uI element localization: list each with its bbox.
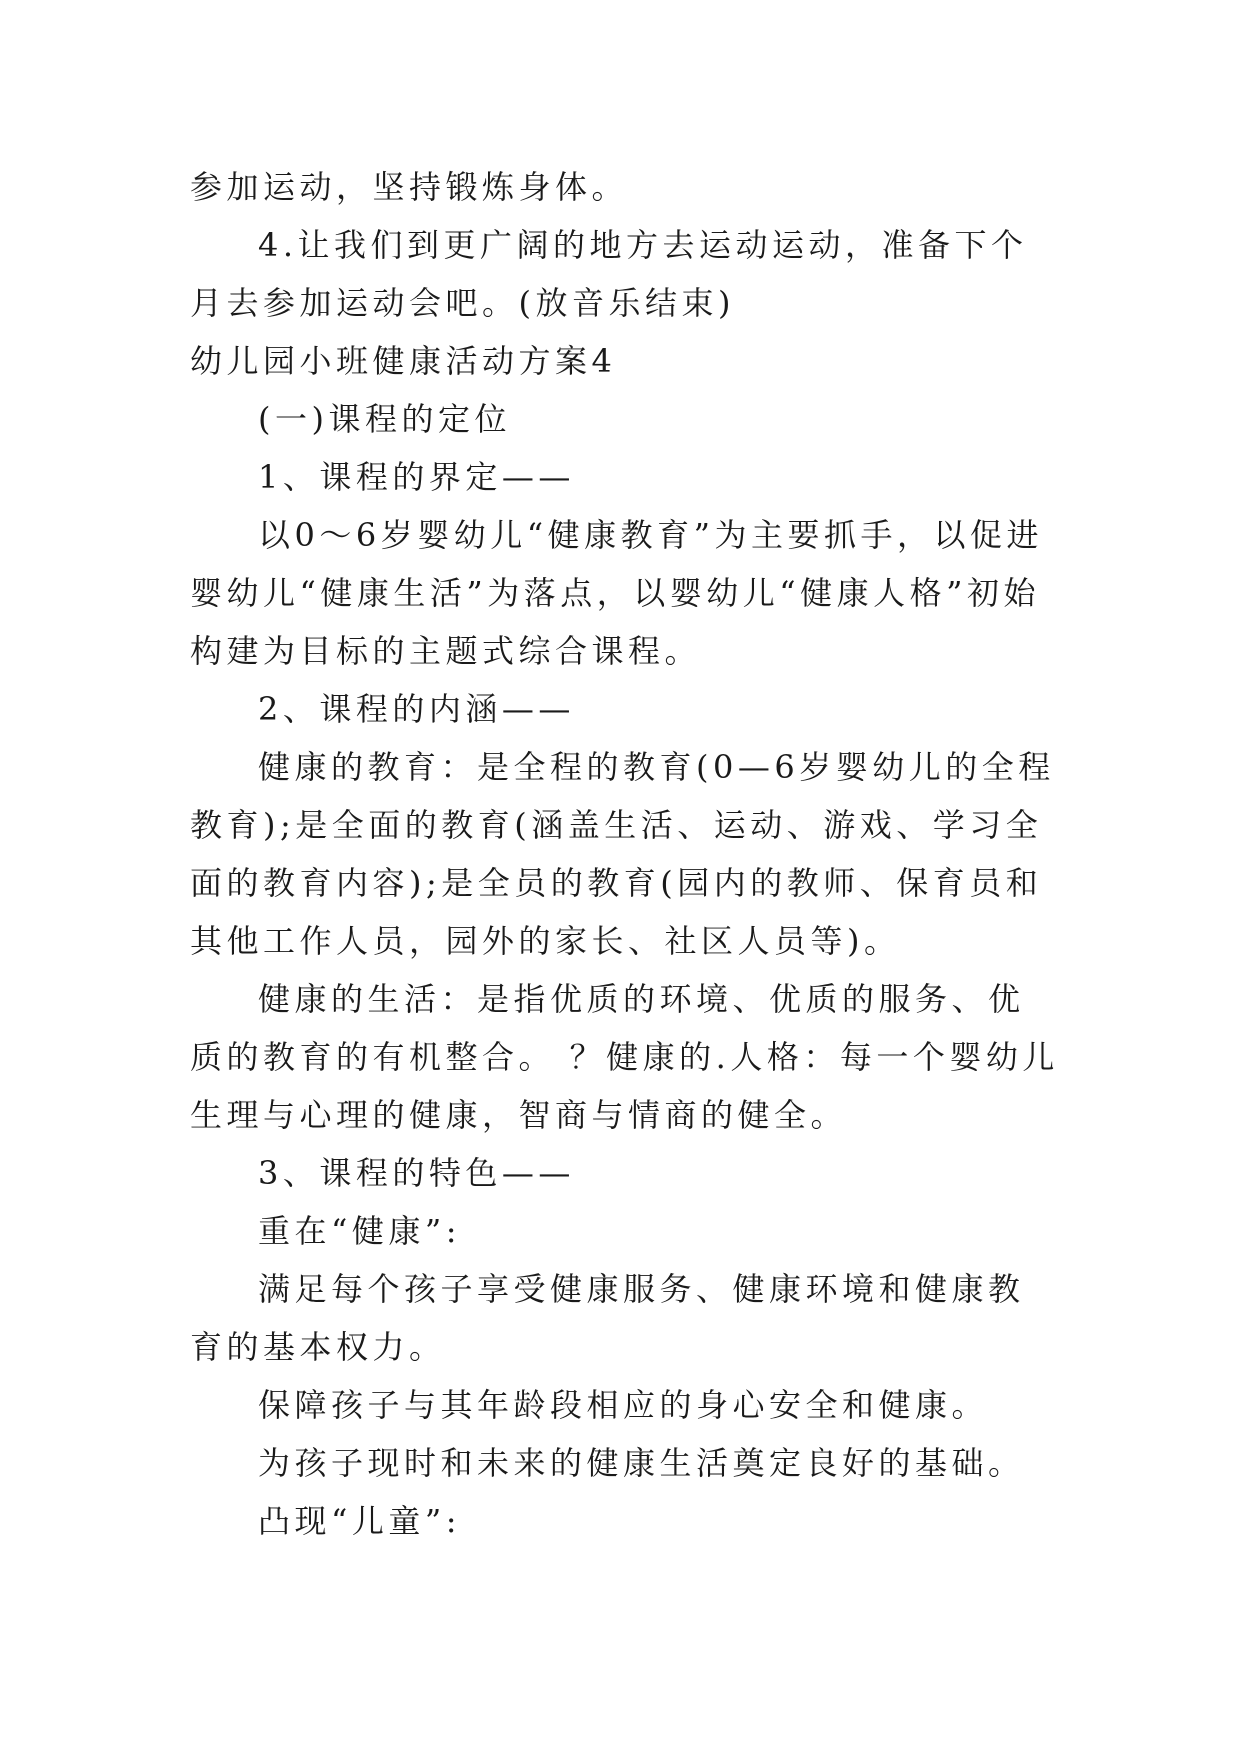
item-heading: 3、课程的特色——: [258, 1154, 575, 1192]
paragraph: 健康的生活：是指优质的环境、优质的服务、优质的教育的有机整合。 ？健康的.人格：每一个婴幼儿生理与心理的健康，智商与情商的健全。: [190, 980, 1059, 1134]
paragraph: 重在“健康”:: [258, 1212, 462, 1250]
paragraph: 凸现“儿童”:: [258, 1502, 462, 1540]
paragraph: 满足每个孩子享受健康服务、健康环境和健康教育的基本权力。: [190, 1270, 1025, 1366]
section-heading: 幼儿园小班健康活动方案4: [190, 342, 617, 380]
subsection-heading: (一)课程的定位: [258, 400, 511, 438]
paragraph: 以0～6岁婴幼儿“健康教育”为主要抓手，以促进婴幼儿“健康生活”为落点，以婴幼儿“健康人格”初始构建为目标的主题式综合课程。: [190, 516, 1043, 670]
item-heading: 2、课程的内涵——: [258, 690, 575, 728]
paragraph: 4.让我们到更广阔的地方去运动运动，准备下个月去参加运动会吧。(放音乐结束): [190, 226, 1028, 322]
paragraph: 健康的教育：是全程的教育(0—6岁婴幼儿的全程教育);是全面的教育(涵盖生活、运动、游戏、学习全面的教育内容);是全员的教育(园内的教师、保育员和其他工作人员，园外的家长、社区人员等)。: [190, 748, 1055, 960]
paragraph: 保障孩子与其年龄段相应的身心安全和健康。: [258, 1386, 989, 1424]
document-body: [190, 158, 1060, 1550]
item-heading: 1、课程的界定——: [258, 458, 575, 496]
paragraph: 参加运动，坚持锻炼身体。: [190, 168, 629, 206]
paragraph: 为孩子现时和未来的健康生活奠定良好的基础。: [258, 1444, 1025, 1482]
